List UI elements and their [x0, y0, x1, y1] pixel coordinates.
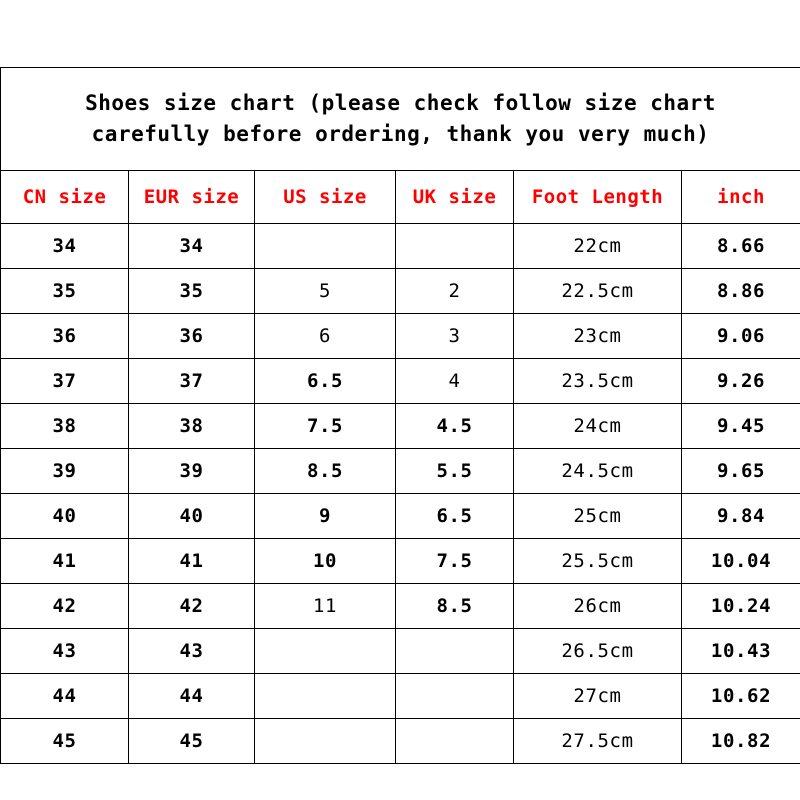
cell-uk-size: 2 [396, 269, 514, 314]
table-body [1, 68, 800, 764]
cell-inch: 10.62 [682, 674, 800, 719]
table-row [1, 719, 800, 764]
table-row [1, 269, 800, 314]
cell-foot-length: 25cm [514, 494, 682, 539]
cell-cn-size: 37 [1, 359, 129, 404]
cell-inch: 9.26 [682, 359, 800, 404]
cell-foot-length: 26.5cm [514, 629, 682, 674]
size-chart-container [0, 67, 800, 764]
cell-uk-size: 7.5 [396, 539, 514, 584]
cell-us-size [255, 674, 396, 719]
column-header-foot-length: Foot Length [514, 171, 682, 224]
cell-eur-size: 37 [129, 359, 255, 404]
title-row [1, 68, 800, 171]
cell-inch: 10.24 [682, 584, 800, 629]
cell-foot-length: 27cm [514, 674, 682, 719]
cell-eur-size: 39 [129, 449, 255, 494]
cell-uk-size: 6.5 [396, 494, 514, 539]
header-row [1, 171, 800, 224]
cell-foot-length: 22.5cm [514, 269, 682, 314]
cell-us-size: 10 [255, 539, 396, 584]
table-row [1, 584, 800, 629]
table-row [1, 359, 800, 404]
cell-cn-size: 39 [1, 449, 129, 494]
cell-inch: 9.45 [682, 404, 800, 449]
cell-inch: 9.06 [682, 314, 800, 359]
cell-uk-size [396, 674, 514, 719]
cell-uk-size [396, 719, 514, 764]
cell-us-size: 7.5 [255, 404, 396, 449]
cell-foot-length: 26cm [514, 584, 682, 629]
cell-inch: 10.04 [682, 539, 800, 584]
cell-cn-size: 40 [1, 494, 129, 539]
cell-uk-size [396, 224, 514, 269]
cell-foot-length: 25.5cm [514, 539, 682, 584]
cell-inch: 10.43 [682, 629, 800, 674]
cell-eur-size: 43 [129, 629, 255, 674]
cell-us-size [255, 629, 396, 674]
cell-cn-size: 42 [1, 584, 129, 629]
cell-us-size: 11 [255, 584, 396, 629]
cell-eur-size: 36 [129, 314, 255, 359]
cell-foot-length: 22cm [514, 224, 682, 269]
table-row [1, 674, 800, 719]
cell-us-size [255, 719, 396, 764]
table-row [1, 404, 800, 449]
cell-eur-size: 45 [129, 719, 255, 764]
cell-us-size: 8.5 [255, 449, 396, 494]
cell-uk-size: 8.5 [396, 584, 514, 629]
cell-cn-size: 45 [1, 719, 129, 764]
cell-eur-size: 41 [129, 539, 255, 584]
column-header-cn-size: CN size [1, 171, 129, 224]
cell-us-size: 5 [255, 269, 396, 314]
cell-inch: 10.82 [682, 719, 800, 764]
column-header-eur-size: EUR size [129, 171, 255, 224]
cell-cn-size: 36 [1, 314, 129, 359]
table-row [1, 314, 800, 359]
cell-cn-size: 44 [1, 674, 129, 719]
cell-cn-size: 43 [1, 629, 129, 674]
cell-eur-size: 34 [129, 224, 255, 269]
shoes-size-chart-table [0, 67, 800, 764]
cell-eur-size: 38 [129, 404, 255, 449]
cell-foot-length: 23cm [514, 314, 682, 359]
cell-uk-size: 5.5 [396, 449, 514, 494]
column-header-uk-size: UK size [396, 171, 514, 224]
cell-uk-size: 3 [396, 314, 514, 359]
cell-us-size: 6 [255, 314, 396, 359]
column-header-us-size: US size [255, 171, 396, 224]
column-header-inch: inch [682, 171, 800, 224]
cell-us-size: 9 [255, 494, 396, 539]
cell-eur-size: 44 [129, 674, 255, 719]
cell-cn-size: 38 [1, 404, 129, 449]
cell-cn-size: 34 [1, 224, 129, 269]
table-row [1, 224, 800, 269]
cell-inch: 8.66 [682, 224, 800, 269]
cell-foot-length: 23.5cm [514, 359, 682, 404]
cell-cn-size: 35 [1, 269, 129, 314]
cell-us-size [255, 224, 396, 269]
cell-foot-length: 24.5cm [514, 449, 682, 494]
cell-eur-size: 40 [129, 494, 255, 539]
cell-eur-size: 42 [129, 584, 255, 629]
table-row [1, 629, 800, 674]
cell-eur-size: 35 [129, 269, 255, 314]
cell-inch: 9.65 [682, 449, 800, 494]
cell-uk-size: 4 [396, 359, 514, 404]
table-row [1, 494, 800, 539]
cell-uk-size: 4.5 [396, 404, 514, 449]
cell-us-size: 6.5 [255, 359, 396, 404]
table-row [1, 539, 800, 584]
cell-inch: 9.84 [682, 494, 800, 539]
cell-inch: 8.86 [682, 269, 800, 314]
cell-cn-size: 41 [1, 539, 129, 584]
chart-title: Shoes size chart (please check follow size chart carefully before ordering, thank you very much) [1, 68, 800, 171]
table-row [1, 449, 800, 494]
cell-uk-size [396, 629, 514, 674]
cell-foot-length: 27.5cm [514, 719, 682, 764]
cell-foot-length: 24cm [514, 404, 682, 449]
